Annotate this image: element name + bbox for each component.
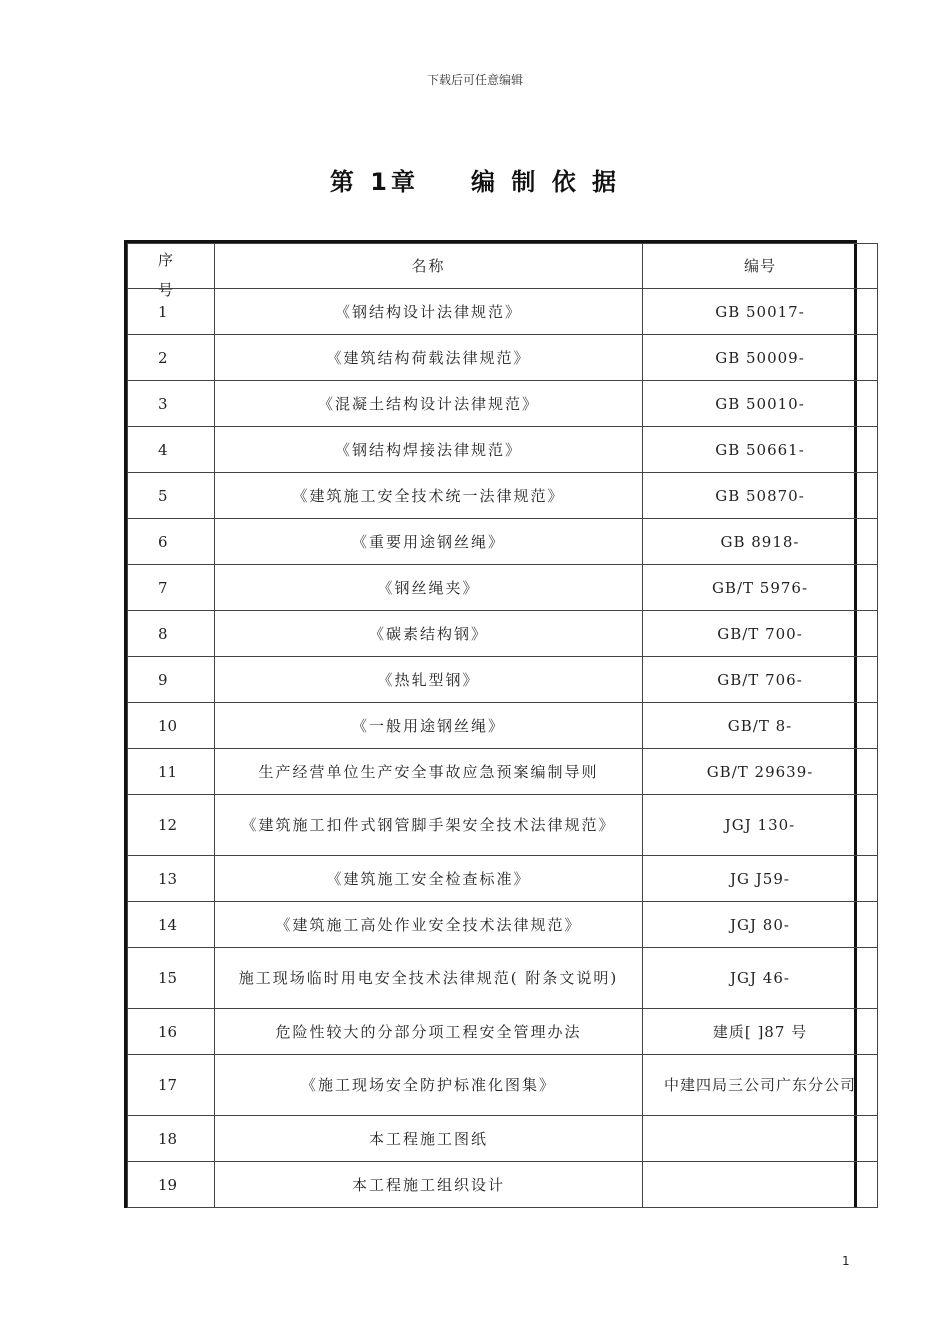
row-name: 《建筑结构荷载法律规范》: [215, 335, 643, 381]
row-no: 1: [128, 289, 215, 335]
row-name: 《一般用途钢丝绳》: [215, 703, 643, 749]
row-no: 7: [128, 565, 215, 611]
table-row: [128, 381, 878, 427]
row-no: 17: [128, 1055, 215, 1116]
row-code: GB/T 8-: [643, 703, 878, 749]
row-no: 19: [128, 1162, 215, 1208]
header-seq: [128, 244, 215, 299]
row-name: 施工现场临时用电安全技术法律规范( 附条文说明): [215, 948, 643, 1009]
row-code: GB 50010-: [643, 381, 878, 427]
row-code: JG J59-: [643, 856, 878, 902]
row-name: 危险性较大的分部分项工程安全管理办法: [215, 1009, 643, 1055]
row-code: 建质[ ]87 号: [643, 1009, 878, 1055]
row-no: 3: [128, 381, 215, 427]
row-code: GB/T 5976-: [643, 565, 878, 611]
header-seq-top: 序: [158, 251, 174, 269]
row-no: 2: [128, 335, 215, 381]
row-no: 6: [128, 519, 215, 565]
row-code: GB/T 29639-: [643, 749, 878, 795]
table-row: [128, 611, 878, 657]
table-row: [128, 749, 878, 795]
row-no: 5: [128, 473, 215, 519]
table-row: [128, 1055, 878, 1116]
table-row: [128, 289, 878, 335]
row-no: 16: [128, 1009, 215, 1055]
chapter-name: 编 制 依 据: [470, 168, 621, 196]
table-row: [128, 948, 878, 1009]
row-name: 《建筑施工安全检查标准》: [215, 856, 643, 902]
row-no: 9: [128, 657, 215, 703]
table-row: [128, 902, 878, 948]
reference-table: [124, 240, 857, 1208]
row-no: 18: [128, 1116, 215, 1162]
row-code: JGJ 80-: [643, 902, 878, 948]
row-no: 11: [128, 749, 215, 795]
table-row: [128, 1162, 878, 1208]
header-note: 下载后可任意编辑: [426, 73, 523, 87]
row-name: 《建筑施工扣件式钢管脚手架安全技术法律规范》: [215, 795, 643, 856]
table-row: [128, 703, 878, 749]
table-row: [128, 795, 878, 856]
row-name: 《钢丝绳夹》: [215, 565, 643, 611]
row-no: 8: [128, 611, 215, 657]
row-code: GB 8918-: [643, 519, 878, 565]
row-name: 《建筑施工安全技术统一法律规范》: [215, 473, 643, 519]
row-name: 《钢结构设计法律规范》: [215, 289, 643, 335]
row-no: 15: [128, 948, 215, 1009]
table-row: [128, 856, 878, 902]
table-row: [128, 565, 878, 611]
row-no: 10: [128, 703, 215, 749]
row-no: 14: [128, 902, 215, 948]
row-code: [643, 1162, 878, 1208]
header-code: 编号: [643, 244, 878, 289]
row-code: GB/T 706-: [643, 657, 878, 703]
row-name: 《建筑施工高处作业安全技术法律规范》: [215, 902, 643, 948]
row-name: 《钢结构焊接法律规范》: [215, 427, 643, 473]
table-row: [128, 335, 878, 381]
row-code: GB 50661-: [643, 427, 878, 473]
row-name: 本工程施工图纸: [215, 1116, 643, 1162]
row-code: GB 50870-: [643, 473, 878, 519]
row-name: 《热轧型钢》: [215, 657, 643, 703]
page-number: 1: [842, 1254, 850, 1268]
row-name: 《重要用途钢丝绳》: [215, 519, 643, 565]
row-name: 《碳素结构钢》: [215, 611, 643, 657]
row-code: [643, 1116, 878, 1162]
row-name: 《混凝土结构设计法律规范》: [215, 381, 643, 427]
row-name: 《施工现场安全防护标准化图集》: [215, 1055, 643, 1116]
row-code: 中建四局三公司广东分公司: [643, 1055, 878, 1116]
row-code: GB/T 700-: [643, 611, 878, 657]
table-row: [128, 519, 878, 565]
row-code: GB 50009-: [643, 335, 878, 381]
row-name: 生产经营单位生产安全事故应急预案编制导则: [215, 749, 643, 795]
row-code: GB 50017-: [643, 289, 878, 335]
row-code: JGJ 46-: [643, 948, 878, 1009]
chapter-number: 第 1章: [329, 168, 419, 196]
row-name: 本工程施工组织设计: [215, 1162, 643, 1208]
row-no: 4: [128, 427, 215, 473]
table-header-row: [128, 244, 878, 289]
row-no: 12: [128, 795, 215, 856]
table-row: [128, 657, 878, 703]
table-row: [128, 427, 878, 473]
row-no: 13: [128, 856, 215, 902]
header-name: 名称: [215, 244, 643, 289]
header-seq-bottom: 号: [158, 281, 174, 299]
table-row: [128, 473, 878, 519]
row-code: JGJ 130-: [643, 795, 878, 856]
chapter-title: [0, 162, 950, 197]
table-row: [128, 1116, 878, 1162]
table-row: [128, 1009, 878, 1055]
